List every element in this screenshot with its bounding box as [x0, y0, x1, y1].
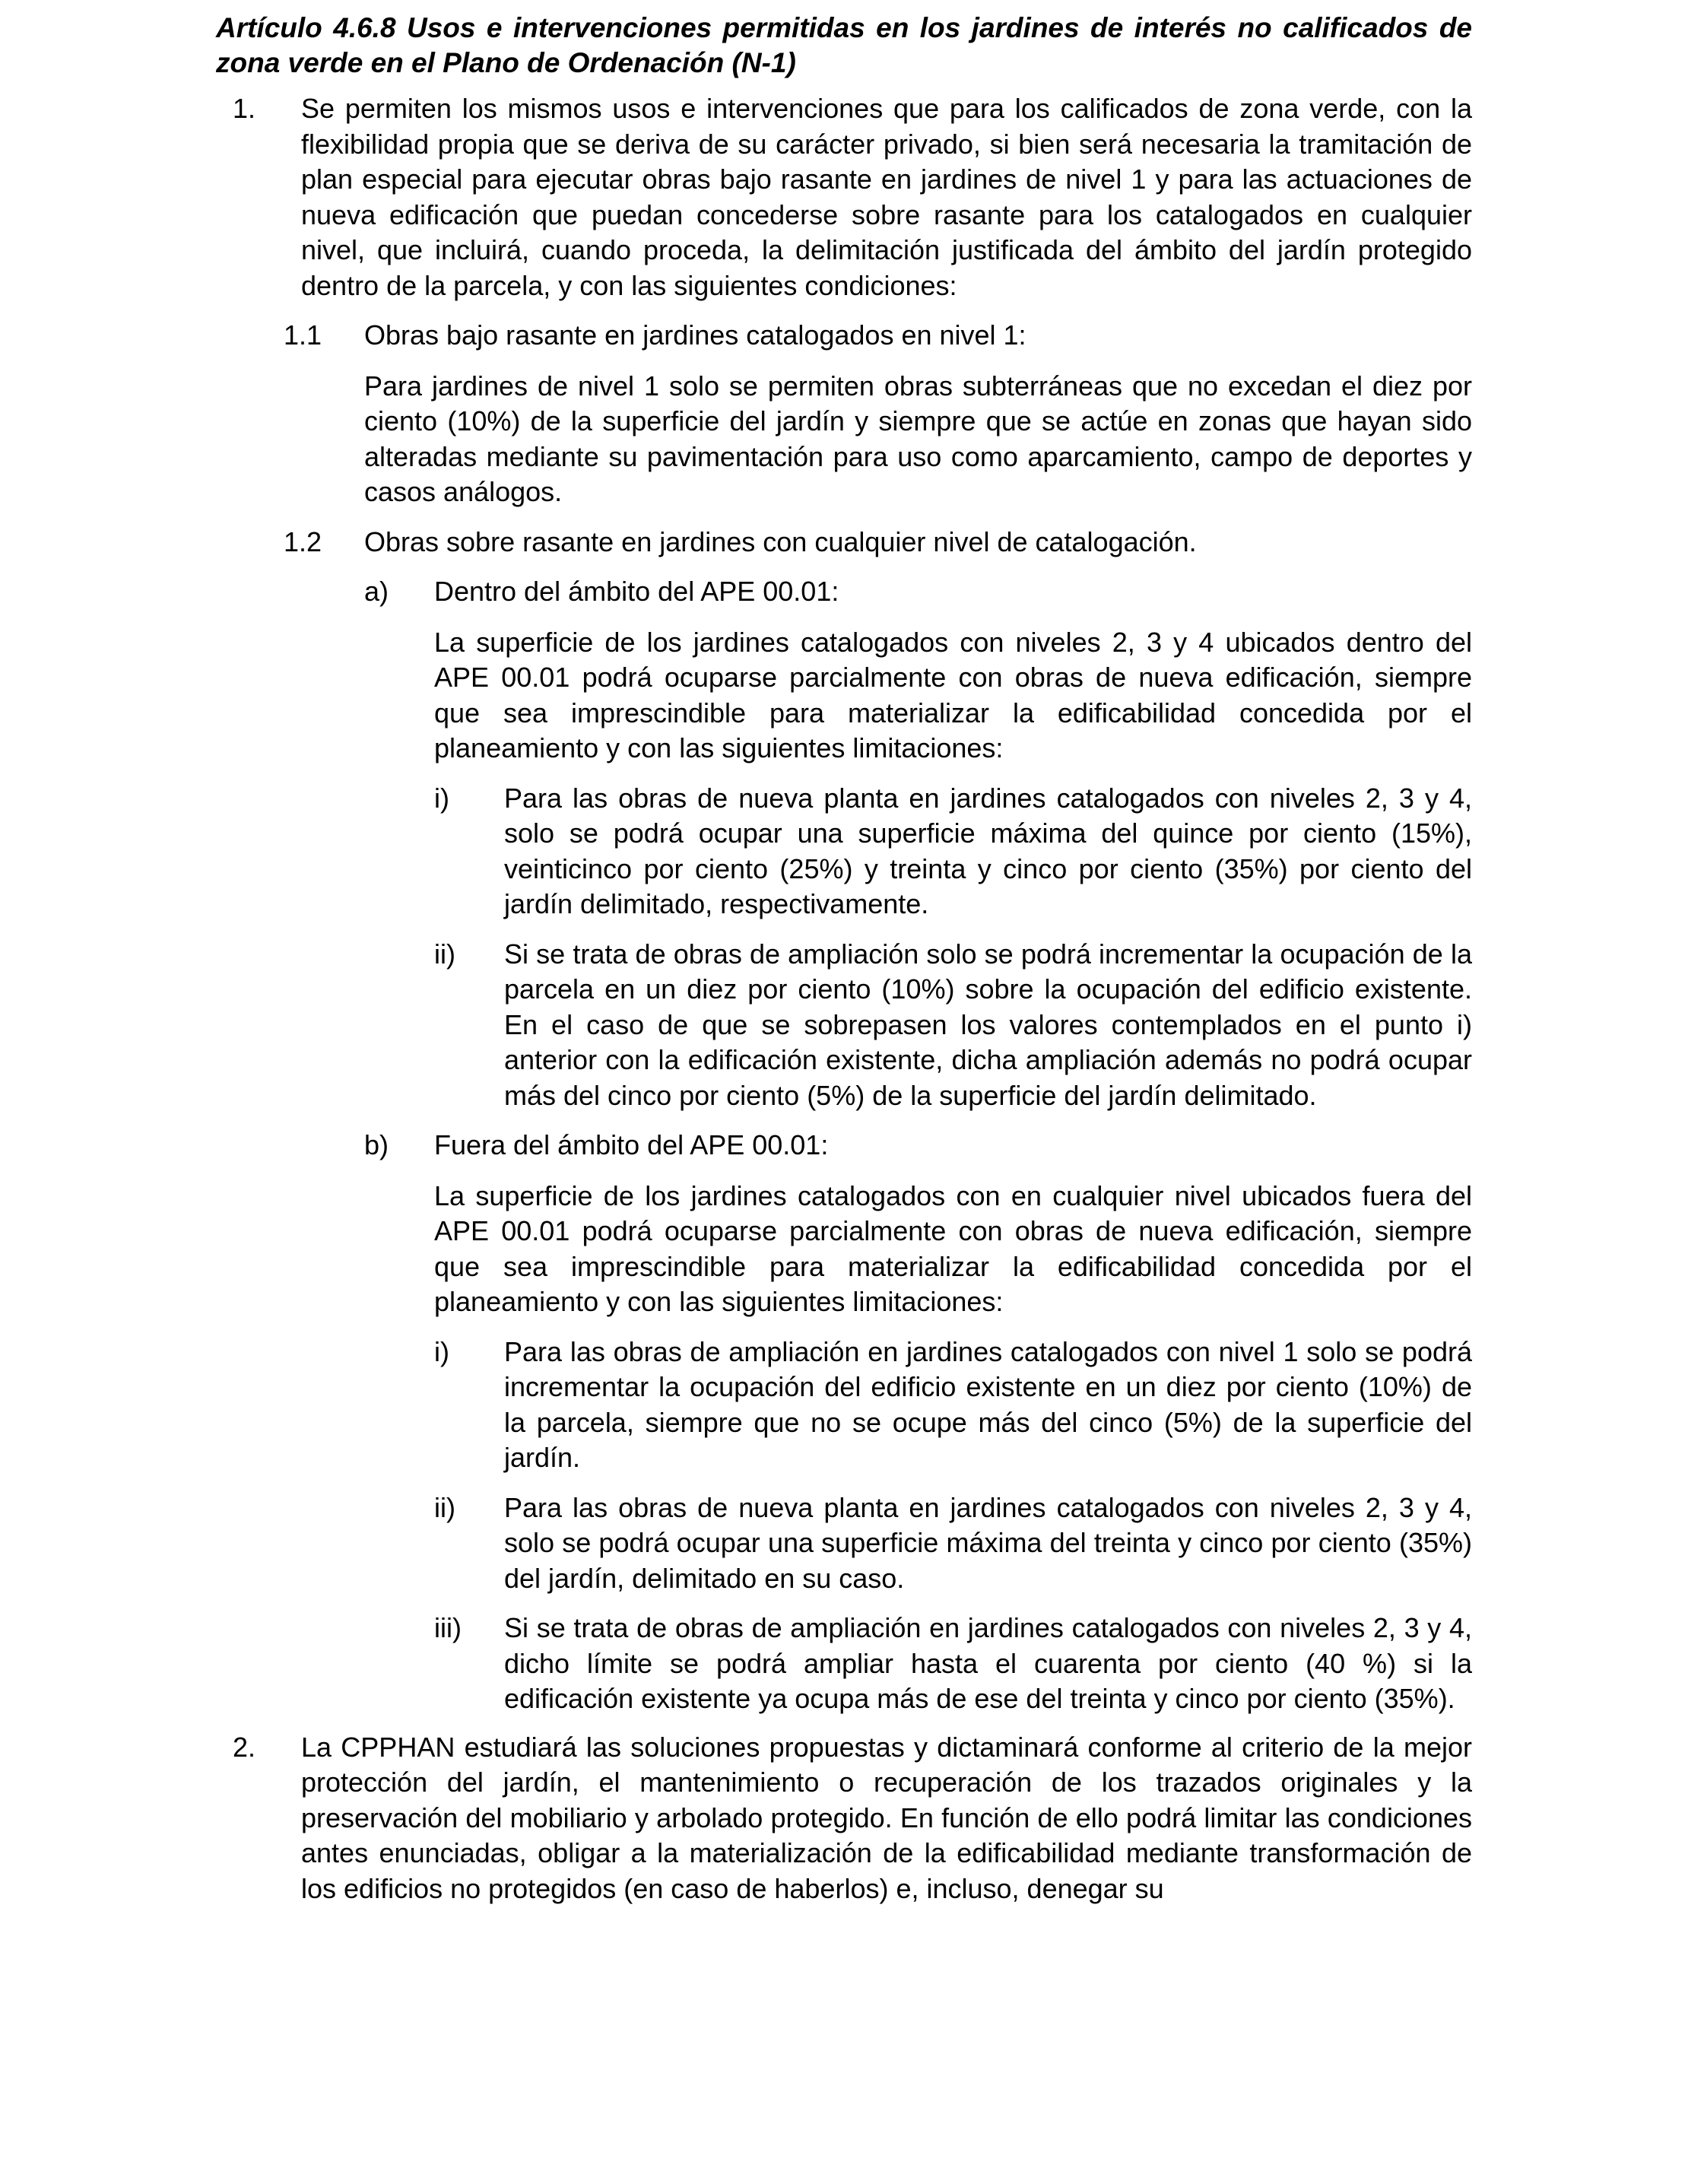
item-number: 2.: [233, 1731, 256, 1763]
subitem-heading: Obras bajo rasante en jardines catalogados en nivel 1:: [364, 319, 1026, 351]
point-paragraph: Si se trata de obras de ampliación en jardines catalogados con niveles 2, 3 y 4, dicho límite se podrá ampliar hasta el cuarenta por ciento (40 %) si la edificación existente ya ocupa más de ese del treinta y cinco por ciento (35%).: [504, 1612, 1472, 1714]
case-a: [364, 574, 1472, 1113]
point-a-i: [434, 781, 1472, 922]
subitem-number: 1.1: [284, 319, 322, 351]
item-paragraph: Se permiten los mismos usos e intervenciones que para los calificados de zona verde, con la flexibilidad propia que se deriva de su carácter privado, si bien será necesaria la tramitación de plan especial para ejecutar obras bajo rasante en jardines de nivel 1 y para las actuaciones de nueva edificación que puedan concederse sobre rasante para los catalogados en cualquier nivel, que incluirá, cuando proceda, la delimitación justificada del ámbito del jardín protegido dentro de la parcela, y con las siguientes condiciones:: [301, 93, 1472, 301]
case-paragraph: La superficie de los jardines catalogados con niveles 2, 3 y 4 ubicados dentro del APE 00.01 podrá ocuparse parcialmente con obras de nueva edificación, siempre que sea imprescindible para materializar la edificabilidad concedida por el planeamiento y con las siguientes limitaciones:: [434, 626, 1472, 763]
point-paragraph: Para las obras de ampliación en jardines catalogados con nivel 1 solo se podrá incrementar la ocupación del edificio existente en un diez por ciento (10%) de la parcela, siempre que no se ocupe más del cinco (5%) de la superficie del jardín.: [504, 1335, 1472, 1473]
case-body: [434, 1128, 1472, 1717]
subitem-1-2: [284, 525, 1472, 1717]
article-title: Artículo 4.6.8 Usos e intervenciones permitidas en los jardines de interés no calificados de zona verde en el Plano de Ordenación (N-1): [216, 12, 1472, 78]
list-item-2: [216, 1730, 1472, 1907]
case-paragraph: La superficie de los jardines catalogados con en cualquier nivel ubicados fuera del APE 00.01 podrá ocuparse parcialmente con obras de nueva edificación, siempre que sea imprescindible para materializar la edificabilidad concedida por el planeamiento y con las siguientes limitaciones:: [434, 1179, 1472, 1317]
point-numeral: i): [434, 1335, 449, 1367]
point-paragraph: Para las obras de nueva planta en jardines catalogados con niveles 2, 3 y 4, solo se podrá ocupar una superficie máxima del treinta y cinco por ciento (35%) del jardín, delimitado en su caso.: [504, 1491, 1472, 1594]
item-number: 1.: [233, 93, 256, 124]
subitem-paragraph: Para jardines de nivel 1 solo se permiten obras subterráneas que no excedan el diez por ciento (10%) de la superficie del jardín y siempre que se actúe en zonas que hayan sido alteradas mediante su pavimentación para uso como aparcamiento, campo de deportes y casos análogos.: [364, 370, 1472, 507]
subitem-1-1: [284, 318, 1472, 510]
point-b-iii: [434, 1611, 1472, 1717]
case-letter: b): [364, 1129, 389, 1160]
point-paragraph: Si se trata de obras de ampliación solo se podrá incrementar la ocupación de la parcela en un diez por ciento (10%) sobre la ocupación del edificio existente. En el caso de que se sobrepasen los valores contemplados en el punto i) anterior con la edificación existente, dicha ampliación además no podrá ocupar más del cinco por ciento (5%) de la superficie del jardín delimitado.: [504, 938, 1472, 1111]
item-body: [284, 91, 1472, 1717]
subitem-number: 1.2: [284, 525, 322, 557]
subitem-body: [364, 318, 1472, 510]
document-page: [216, 11, 1472, 1906]
item-body: [301, 1730, 1472, 1907]
point-a-ii: [434, 937, 1472, 1114]
case-heading: Dentro del ámbito del APE 00.01:: [434, 576, 839, 607]
point-paragraph: Para las obras de nueva planta en jardines catalogados con niveles 2, 3 y 4, solo se podrá ocupar una superficie máxima del quince por ciento (15%), veinticinco por ciento (25%) y treinta y cinco por ciento (35%) por ciento del jardín delimitado, respectivamente.: [504, 782, 1472, 919]
point-numeral: ii): [434, 1491, 455, 1523]
case-heading: Fuera del ámbito del APE 00.01:: [434, 1129, 829, 1160]
list-item-1: [216, 91, 1472, 1717]
point-numeral: i): [434, 782, 449, 814]
point-b-ii: [434, 1490, 1472, 1597]
case-b: [364, 1128, 1472, 1717]
point-numeral: iii): [434, 1612, 462, 1643]
case-letter: a): [364, 576, 389, 607]
item-paragraph: La CPPHAN estudiará las soluciones propuestas y dictaminará conforme al criterio de la mejor protección del jardín, el mantenimiento o recuperación de los trazados originales y la preservación del mobiliario y arbolado protegido. En función de ello podrá limitar las condiciones antes enunciadas, obligar a la materialización de la edificabilidad mediante transformación de los edificios no protegidos (en caso de haberlos) e, incluso, denegar su: [301, 1731, 1472, 1904]
point-b-i: [434, 1335, 1472, 1476]
subitem-body: [364, 525, 1472, 1717]
point-numeral: ii): [434, 938, 455, 970]
case-body: [434, 574, 1472, 1113]
subitem-heading: Obras sobre rasante en jardines con cualquier nivel de catalogación.: [364, 525, 1197, 557]
